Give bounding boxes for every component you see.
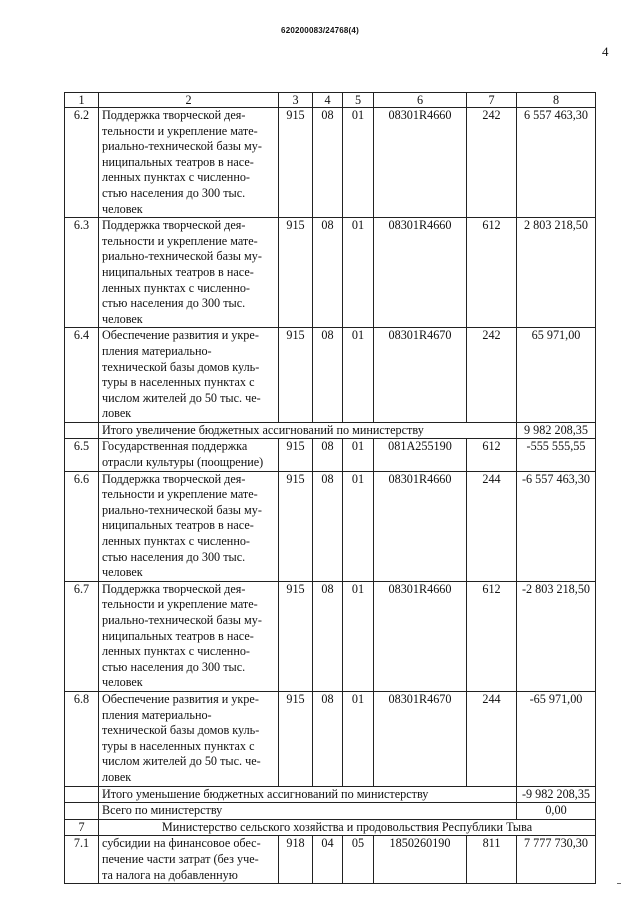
row-number: 7.1: [65, 836, 99, 884]
cell-amount: -2 803 218,50: [517, 581, 596, 691]
cell-ministry-code: 918: [279, 836, 313, 884]
cell-expense-type: 242: [467, 108, 517, 218]
cell-subsection-code: 01: [343, 108, 374, 218]
total-label: Всего по министерству: [99, 803, 517, 820]
cell-target-article: 08301R4660: [374, 218, 467, 328]
table-row: [65, 328, 596, 423]
cell-expense-type: 612: [467, 581, 517, 691]
cell-section-code: 04: [313, 836, 343, 884]
table-row: [65, 471, 596, 581]
row-description: Поддержка творческой дея- тельности и укрепление мате- риально-технической базы му- ниципальных театров в насе- ленных пунктах с численно- стью населения до 300 тыс. человек: [99, 581, 279, 691]
row-description: Обеспечение развития и укре- пления материально- технической базы домов куль- туры в населенных пунктах с числом жителей до 50 тыс. че- ловек: [99, 691, 279, 786]
cell-section-code: 08: [313, 218, 343, 328]
cell-target-article: 08301R4660: [374, 108, 467, 218]
total-empty-cell: [65, 803, 99, 820]
column-header: 3: [279, 93, 313, 108]
table-row: [65, 218, 596, 328]
cell-amount: 6 557 463,30: [517, 108, 596, 218]
cell-target-article: 08301R4670: [374, 691, 467, 786]
document-id: 620200083/24768(4): [281, 26, 359, 35]
row-description: Поддержка творческой дея- тельности и укрепление мате- риально-технической базы му- ниципальных театров в насе- ленных пунктах с численно- стью населения до 300 тыс. человек: [99, 471, 279, 581]
table-row: [65, 836, 596, 884]
row-description: Обеспечение развития и укре- пления материально- технической базы домов куль- туры в населенных пунктах с числом жителей до 50 тыс. че- ловек: [99, 328, 279, 423]
cell-expense-type: 244: [467, 471, 517, 581]
cell-target-article: 1850260190: [374, 836, 467, 884]
cell-ministry-code: 915: [279, 439, 313, 471]
total-empty-cell: [65, 422, 99, 439]
total-amount: 9 982 208,35: [517, 422, 596, 439]
scan-mark: [617, 883, 621, 884]
table-header-row: [65, 93, 596, 108]
table-row: [65, 691, 596, 786]
column-header: 8: [517, 93, 596, 108]
total-row: [65, 422, 596, 439]
cell-ministry-code: 915: [279, 471, 313, 581]
budget-table: [64, 92, 596, 884]
column-header: 5: [343, 93, 374, 108]
cell-section-code: 08: [313, 328, 343, 423]
cell-ministry-code: 915: [279, 108, 313, 218]
total-label: Итого уменьшение бюджетных ассигнований по министерству: [99, 786, 517, 803]
cell-amount: 7 777 730,30: [517, 836, 596, 884]
section-row: [65, 819, 596, 836]
cell-amount: 2 803 218,50: [517, 218, 596, 328]
cell-subsection-code: 01: [343, 471, 374, 581]
table-row: [65, 581, 596, 691]
cell-amount: 65 971,00: [517, 328, 596, 423]
table-row: [65, 108, 596, 218]
column-header: 4: [313, 93, 343, 108]
cell-amount: -555 555,55: [517, 439, 596, 471]
cell-section-code: 08: [313, 581, 343, 691]
row-number: 6.2: [65, 108, 99, 218]
total-amount: -9 982 208,35: [517, 786, 596, 803]
cell-amount: -6 557 463,30: [517, 471, 596, 581]
cell-subsection-code: 01: [343, 328, 374, 423]
cell-section-code: 08: [313, 108, 343, 218]
row-number: 6.8: [65, 691, 99, 786]
cell-ministry-code: 915: [279, 691, 313, 786]
total-row: [65, 786, 596, 803]
row-number: 6.7: [65, 581, 99, 691]
cell-ministry-code: 915: [279, 581, 313, 691]
section-number: 7: [65, 819, 99, 836]
cell-expense-type: 811: [467, 836, 517, 884]
column-header: 2: [99, 93, 279, 108]
cell-expense-type: 612: [467, 439, 517, 471]
row-description: Поддержка творческой дея- тельности и укрепление мате- риально-технической базы му- ниципальных театров в насе- ленных пунктах с численно- стью населения до 300 тыс. человек: [99, 218, 279, 328]
cell-target-article: 081A255190: [374, 439, 467, 471]
cell-expense-type: 242: [467, 328, 517, 423]
column-header: 1: [65, 93, 99, 108]
cell-subsection-code: 01: [343, 218, 374, 328]
cell-ministry-code: 915: [279, 218, 313, 328]
cell-amount: -65 971,00: [517, 691, 596, 786]
table-row: [65, 439, 596, 471]
column-header: 6: [374, 93, 467, 108]
row-number: 6.5: [65, 439, 99, 471]
row-description: Поддержка творческой дея- тельности и укрепление мате- риально-технической базы му- ниципальных театров в насе- ленных пунктах с численно- стью населения до 300 тыс. человек: [99, 108, 279, 218]
cell-subsection-code: 05: [343, 836, 374, 884]
cell-subsection-code: 01: [343, 691, 374, 786]
section-title: Министерство сельского хозяйства и продовольствия Республики Тыва: [99, 819, 596, 836]
page-number: 4: [602, 44, 609, 59]
column-header: 7: [467, 93, 517, 108]
row-number: 6.4: [65, 328, 99, 423]
total-row: [65, 803, 596, 820]
cell-subsection-code: 01: [343, 581, 374, 691]
row-number: 6.6: [65, 471, 99, 581]
row-description: субсидии на финансовое обес- печение части затрат (без уче- та налога на добавленную: [99, 836, 279, 884]
row-number: 6.3: [65, 218, 99, 328]
cell-expense-type: 244: [467, 691, 517, 786]
cell-target-article: 08301R4670: [374, 328, 467, 423]
row-description: Государственная поддержка отрасли культуры (поощрение): [99, 439, 279, 471]
total-label: Итого увеличение бюджетных ассигнований по министерству: [99, 422, 517, 439]
cell-section-code: 08: [313, 471, 343, 581]
cell-expense-type: 612: [467, 218, 517, 328]
cell-section-code: 08: [313, 691, 343, 786]
cell-target-article: 08301R4660: [374, 581, 467, 691]
total-amount: 0,00: [517, 803, 596, 820]
cell-target-article: 08301R4660: [374, 471, 467, 581]
cell-ministry-code: 915: [279, 328, 313, 423]
total-empty-cell: [65, 786, 99, 803]
cell-section-code: 08: [313, 439, 343, 471]
cell-subsection-code: 01: [343, 439, 374, 471]
